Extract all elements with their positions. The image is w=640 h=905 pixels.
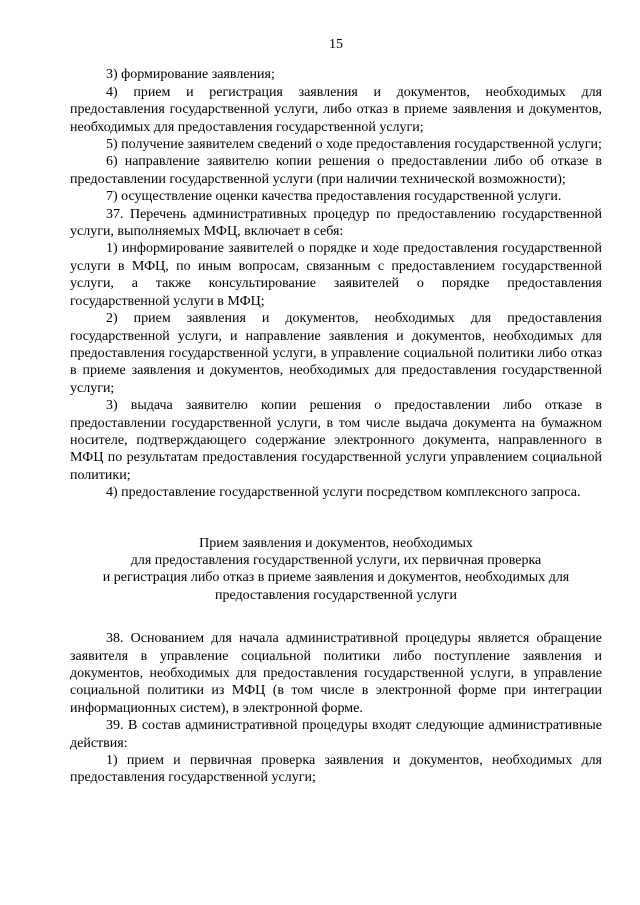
- paragraph-item-5-status-info: 5) получение заявителем сведений о ходе предоставления государственной услуги;: [106, 137, 602, 153]
- paragraph-39-composition: 39. В состав административной процедуры входят следующие административные действия:: [70, 718, 602, 751]
- paragraph-item-3-application-forming: 3) формирование заявления;: [106, 67, 275, 83]
- paragraph-item-4-reception-registration: 4) прием и регистрация заявления и документов, необходимых для предоставления государственной услуги, либо отказ в приеме заявления и документов, необходимых для предоставления государственной услуги;: [70, 84, 602, 135]
- paragraph-item-7-quality-assessment: 7) осуществление оценки качества предоставления государственной услуги.: [106, 189, 562, 205]
- paragraph-mfc-item-4-complex-request: 4) предоставление государственной услуги посредством комплексного запроса.: [106, 485, 581, 501]
- paragraph-38-grounds: 38. Основанием для начала административной процедуры является обращение заявителя в управление социальной политики либо поступление заявления и документов, необходимых для предоставления государственной услуги, в управление социальной политики из МФЦ (в том числе в электронной форме при интеграции информационных систем), в электронной форме.: [70, 631, 602, 716]
- section-title-line: предоставления государственной услуги: [215, 587, 457, 603]
- paragraph-mfc-item-1-informing: 1) информирование заявителей о порядке и ходе предоставления государственной услуги в МФЦ, по иным вопросам, связанным с предоставлением государственной услуги, а также консультирование заявителей о порядке предоставления государственной услуги в МФЦ;: [70, 241, 602, 309]
- paragraph-mfc-item-3-issuance: 3) выдача заявителю копии решения о предоставлении либо отказе в предоставлении государственной услуги, в том числе выдача документа на бумажном носителе, подтверждающего содержание электронного документа, направленного в МФЦ по результатам предоставления государственной услуги управлением социальной политики;: [70, 398, 602, 483]
- section-title-line: для предоставления государственной услуги, их первичная проверка: [130, 552, 542, 568]
- section-title-line: Прием заявления и документов, необходимых: [199, 535, 473, 551]
- paragraph-item-6-decision-copy: 6) направление заявителю копии решения о предоставлении либо об отказе в предоставлении государственной услуги (при наличии технической возможности);: [70, 154, 602, 187]
- paragraph-39-item-1-reception-check: 1) прием и первичная проверка заявления и документов, необходимых для предоставления государственной услуги;: [70, 753, 602, 786]
- paragraph-37-mfc-procedures: 37. Перечень административных процедур по предоставлению государственной услуги, выполняемых МФЦ, включает в себя:: [70, 206, 602, 240]
- section-title: [70, 535, 602, 605]
- section-title-line: и регистрация либо отказ в приеме заявления и документов, необходимых для: [102, 570, 570, 586]
- page-number: 15: [329, 37, 343, 52]
- paragraph-mfc-item-2-reception: 2) прием заявления и документов, необходимых для предоставления государственной услуги, и направление заявления и документов, необходимых для предоставления государственной услуги, в управление социальной политики либо отказ в приеме заявления и документов, необходимых для предоставления государственной услуги;: [70, 311, 602, 396]
